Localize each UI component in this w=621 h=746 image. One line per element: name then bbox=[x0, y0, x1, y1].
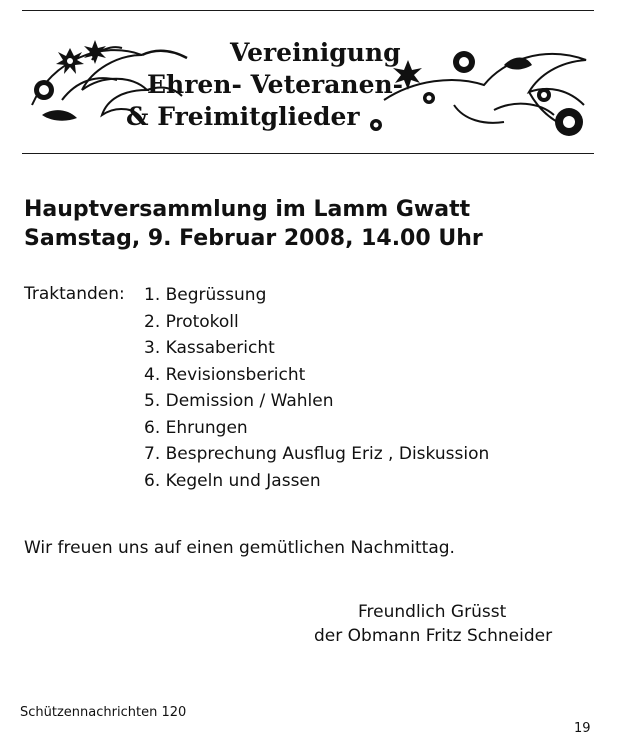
page-number: 19 bbox=[574, 721, 591, 736]
agenda-item: 6. Kegeln und Jassen bbox=[144, 470, 321, 491]
banner-title-line3: & Freimitglieder bbox=[126, 102, 360, 131]
agenda-item: 6. Ehrungen bbox=[144, 417, 248, 438]
header-banner bbox=[22, 30, 594, 145]
meeting-date: Samstag, 9. Februar 2008, 14.00 Uhr bbox=[24, 226, 483, 251]
agenda-label: Traktanden: bbox=[24, 284, 125, 304]
closing-sentence: Wir freuen uns auf einen gemütlichen Nachmittag. bbox=[24, 538, 455, 558]
banner-title-line1: Vereinigung bbox=[230, 38, 401, 67]
greeting: Freundlich Grüsst bbox=[358, 602, 507, 622]
bottom-divider bbox=[22, 153, 594, 154]
meeting-title: Hauptversammlung im Lamm Gwatt bbox=[24, 197, 471, 222]
top-divider bbox=[22, 10, 594, 11]
banner-title-line2: Ehren- Veteranen- bbox=[147, 70, 404, 99]
agenda-list bbox=[144, 284, 489, 496]
agenda-item: 3. Kassabericht bbox=[144, 338, 275, 358]
agenda-item: 4. Revisionsbericht bbox=[144, 364, 306, 385]
agenda-item: 1. Begrüssung bbox=[144, 285, 267, 305]
publication-footer: Schützennachrichten 120 bbox=[20, 705, 187, 720]
agenda-item: 7. Besprechung Ausflug Eriz , Diskussion bbox=[144, 444, 490, 464]
agenda-item: 5. Demission / Wahlen bbox=[144, 391, 334, 411]
signatory: der Obmann Fritz Schneider bbox=[314, 626, 553, 646]
agenda-item: 2. Protokoll bbox=[144, 311, 239, 332]
